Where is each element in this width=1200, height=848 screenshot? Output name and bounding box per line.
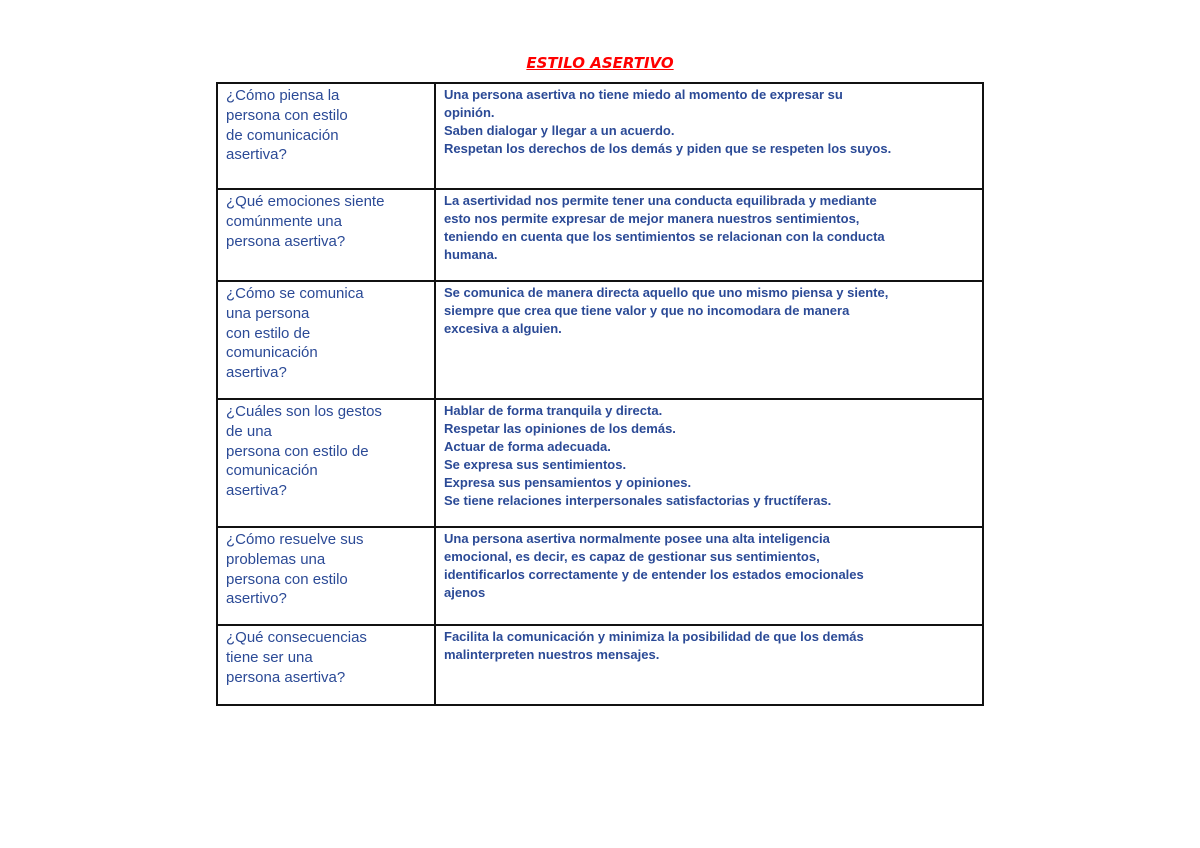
table-row [217,189,983,281]
question-line: ¿Cómo se comunica [226,285,364,302]
answer-line: siempre que crea que tiene valor y que no incomodara de manera [444,303,850,318]
table-row [217,625,983,705]
table-row [217,399,983,527]
question-line: de comunicación [226,126,339,144]
question-line: una persona [226,304,310,322]
question-line: persona con estilo de [226,442,369,460]
answer-line: Se tiene relaciones interpersonales satisfactorias y fructíferas. [444,493,832,508]
question-line: asertivo? [226,590,287,608]
question-line: asertiva? [226,364,287,382]
question-line: asertiva? [226,146,287,164]
answer-line: opinión. [444,105,495,120]
answer-line: esto nos permite expresar de mejor manera nuestros sentimientos, [444,211,860,226]
answer-line: Hablar de forma tranquila y directa. [444,403,663,418]
answer-cell [435,83,983,189]
answer-line: ajenos [444,585,486,600]
answer-line: Actuar de forma adecuada. [444,439,611,454]
answer-line: Se comunica de manera directa aquello que uno mismo piensa y siente, [444,285,889,300]
answer-cell [435,527,983,625]
answer-cell [435,281,983,399]
table-row [217,83,983,189]
answer-line: La asertividad nos permite tener una conducta equilibrada y mediante [444,193,877,208]
question-line: ¿Cuáles son los gestos [226,403,382,420]
answer-line: Saben dialogar y llegar a un acuerdo. [444,123,675,138]
answer-line: Respetar las opiniones de los demás. [444,421,676,436]
answer-line: teniendo en cuenta que los sentimientos se relacionan con la conducta [444,229,885,244]
answer-line: malinterpreten nuestros mensajes. [444,647,660,662]
question-cell [217,399,435,527]
question-cell [217,625,435,705]
question-line: asertiva? [226,482,287,500]
answer-line: identificarlos correctamente y de entender los estados emocionales [444,567,864,582]
question-line: de una [226,422,272,440]
question-cell [217,281,435,399]
answer-line: excesiva a alguien. [444,321,562,336]
answer-line: Expresa sus pensamientos y opiniones. [444,475,692,490]
question-line: comúnmente una [226,212,342,230]
question-line: persona con estilo [226,570,348,588]
question-line: tiene ser una [226,648,313,666]
question-line: ¿Qué consecuencias [226,629,367,646]
answer-cell [435,189,983,281]
answer-line: humana. [444,247,498,262]
question-line: persona asertiva? [226,668,346,686]
question-line: ¿Cómo piensa la [226,87,340,104]
answer-line: Facilita la comunicación y minimiza la posibilidad de que los demás [444,629,864,644]
question-cell [217,189,435,281]
question-line: ¿Qué emociones siente [226,193,385,210]
question-cell [217,83,435,189]
question-line: comunicación [226,462,318,480]
question-line: problemas una [226,550,326,568]
question-line: persona asertiva? [226,232,346,250]
question-cell [217,527,435,625]
answer-line: emocional, es decir, es capaz de gestionar sus sentimientos, [444,549,820,564]
table-row [217,281,983,399]
table-row [217,527,983,625]
answer-line: Respetan los derechos de los demás y piden que se respeten los suyos. [444,141,892,156]
answer-line: Se expresa sus sentimientos. [444,457,627,472]
answer-cell [435,625,983,705]
answer-line: Una persona asertiva normalmente posee una alta inteligencia [444,531,830,546]
question-line: ¿Cómo resuelve sus [226,531,364,548]
question-line: comunicación [226,344,318,362]
question-line: con estilo de [226,324,311,342]
assertive-style-table [216,82,984,706]
answer-cell [435,399,983,527]
question-line: persona con estilo [226,106,348,124]
document-title: ESTILO ASERTIVO [526,54,674,72]
answer-line: Una persona asertiva no tiene miedo al momento de expresar su [444,87,843,102]
